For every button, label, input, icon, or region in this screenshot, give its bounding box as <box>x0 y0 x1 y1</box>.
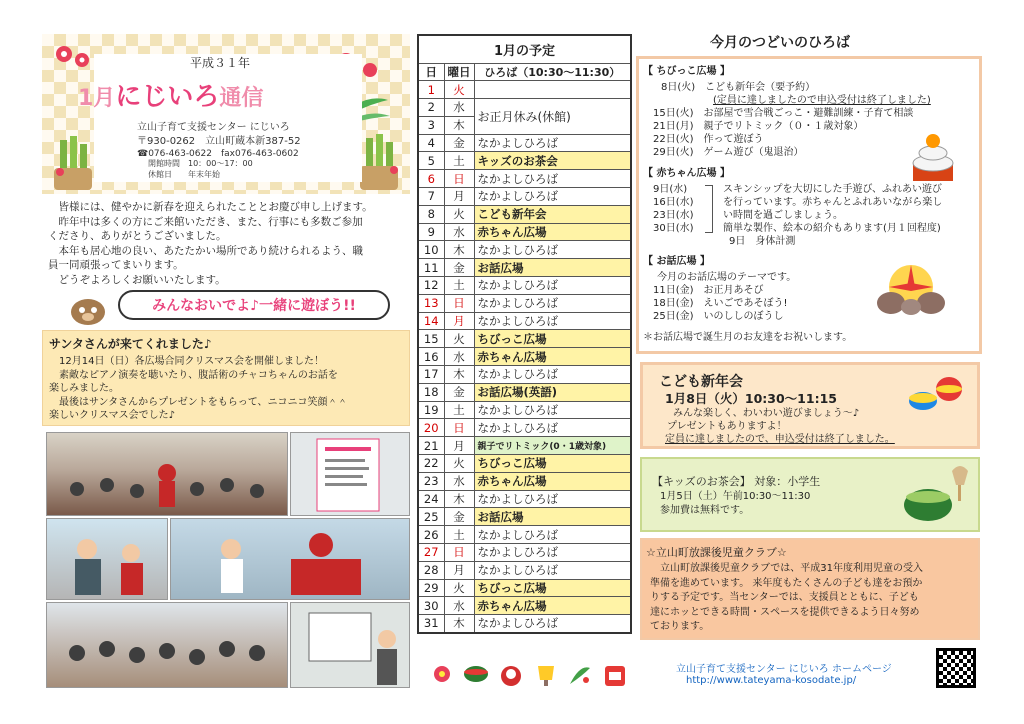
aka-line: スキンシップを大切にした手遊び、ふれあい遊び <box>723 184 943 195</box>
shishimai-icon <box>603 664 627 688</box>
schedule-weekday: 土 <box>444 526 474 544</box>
schedule-row <box>418 419 631 437</box>
aka-line: 簡単な製作、絵本の紹介もあります(月１回程度) <box>723 223 941 234</box>
schedule-table <box>417 34 632 634</box>
schedule-row <box>418 312 631 330</box>
schedule-weekday: 月 <box>444 561 474 579</box>
schedule-row <box>418 526 631 544</box>
tea-title: 【キッズのお茶会】 対象：小学生 <box>652 475 821 488</box>
schedule-row <box>418 330 631 348</box>
santa-text <box>49 355 407 423</box>
chibikko-item: 21日(月) 親子でリトミック（０・１歳対象） <box>653 121 864 132</box>
kodomo-when: 1月8日（火）10:30～11:15 <box>665 391 837 406</box>
schedule-weekday: 水 <box>444 348 474 366</box>
greeting-line: どうぞよろしくお願いいたします。 <box>48 273 226 286</box>
schedule-event: ちびっこ広場 <box>474 330 631 348</box>
aka-date: 23日(水) <box>653 210 694 221</box>
ohanashi-item: 18日(金) えいごであそぼう! <box>653 298 788 309</box>
schedule-row <box>418 401 631 419</box>
schedule-event: お話広場 <box>474 508 631 526</box>
schedule-weekday: 土 <box>444 152 474 170</box>
kodomo-line: プレゼントもありますよ！ <box>667 421 787 432</box>
schedule-weekday: 月 <box>444 188 474 206</box>
schedule-event: 親子でリトミック(0・1歳対象) <box>474 437 631 455</box>
footer-decorations <box>432 664 627 688</box>
puppet-show-photo <box>290 602 410 688</box>
title-suffix: 通信 <box>219 86 264 111</box>
schedule-weekday: 日 <box>444 294 474 312</box>
schedule-day: 22 <box>418 455 444 473</box>
schedule-weekday: 木 <box>444 116 474 134</box>
chibikko-heading: 【 ちびっこ広場 】 <box>643 66 730 77</box>
schedule-event: 赤ちゃん広場 <box>474 223 631 241</box>
schedule-row <box>418 205 631 223</box>
schedule-day: 2 <box>418 99 444 117</box>
schedule-event: 赤ちゃん広場 <box>474 597 631 615</box>
club-text <box>650 562 978 635</box>
schedule-event: なかよしひろば <box>474 170 631 188</box>
santa-report <box>42 330 410 426</box>
schedule-row <box>418 366 631 384</box>
schedule-weekday: 火 <box>444 579 474 597</box>
schedule-event: なかよしひろば <box>474 401 631 419</box>
ume-blossom-icon <box>432 664 452 684</box>
schedule-weekday: 火 <box>444 81 474 99</box>
schedule-event: なかよしひろば <box>474 241 631 259</box>
schedule-weekday: 水 <box>444 597 474 615</box>
schedule-day: 6 <box>418 170 444 188</box>
schedule-weekday: 日 <box>444 544 474 562</box>
schedule-row <box>418 561 631 579</box>
center-name: 立山子育て支援センター にじいろ <box>137 122 290 133</box>
ohanashi-list <box>653 271 796 323</box>
col-header-day: 日 <box>418 63 444 81</box>
title-main: にじいろ <box>115 82 220 112</box>
boar-family-icon <box>871 263 951 317</box>
schedule-day: 8 <box>418 205 444 223</box>
tsudoi-box <box>636 56 982 354</box>
group-photo <box>46 432 288 516</box>
schedule-weekday: 金 <box>444 508 474 526</box>
issue-year: 平成３１年 <box>190 56 251 70</box>
aka-date: 16日(水) <box>653 197 694 208</box>
schedule-day: 29 <box>418 579 444 597</box>
schedule-row <box>418 99 631 117</box>
schedule-day: 15 <box>418 330 444 348</box>
schedule-row <box>418 81 631 99</box>
battledore-icon <box>534 664 558 686</box>
ohanashi-item: 25日(金) いのししのぼうし <box>653 311 784 322</box>
schedule-weekday: 土 <box>444 401 474 419</box>
schedule-event: なかよしひろば <box>474 277 631 295</box>
greeting-line: 員一同頑張ってまいります。 <box>48 259 184 271</box>
schedule-weekday: 水 <box>444 99 474 117</box>
schedule-row <box>418 437 631 455</box>
schedule-day: 27 <box>418 544 444 562</box>
tsudoi-title: 今月のつどいのひろば <box>710 35 850 51</box>
schedule-event: お話広場 <box>474 259 631 277</box>
schedule-day: 25 <box>418 508 444 526</box>
schedule-row <box>418 259 631 277</box>
santa-line: 最後はサンタさんからプレゼントをもらって、ニコニコ笑顔＾＾ <box>49 396 348 408</box>
schedule-day: 7 <box>418 188 444 206</box>
schedule-event: お話広場(英語) <box>474 383 631 401</box>
schedule-row <box>418 134 631 152</box>
santa-line: 楽しいクリスマス会でした♪ <box>49 410 175 421</box>
tea-party-box <box>640 457 980 532</box>
schedule-row <box>418 615 631 633</box>
schedule-row <box>418 188 631 206</box>
schedule-day: 26 <box>418 526 444 544</box>
santa-line: 素敵なピアノ演奏を聴いたり、腹話術のチャコちゃんのお話を <box>49 369 338 381</box>
schedule-event <box>474 81 631 99</box>
aka-date: 9日(水) <box>653 184 688 195</box>
schedule-day: 3 <box>418 116 444 134</box>
homepage-label: 立山子育て支援センター にじいろ ホームページ <box>676 664 892 675</box>
schedule-weekday: 日 <box>444 419 474 437</box>
kadomatsu-icon <box>48 134 98 192</box>
schedule-row <box>418 508 631 526</box>
schedule-row <box>418 294 631 312</box>
schedule-day: 23 <box>418 472 444 490</box>
schedule-day: 11 <box>418 259 444 277</box>
bamboo-leaf-icon <box>568 664 592 686</box>
newsletter-title <box>78 76 263 113</box>
schedule-row <box>418 277 631 295</box>
schedule-row <box>418 455 631 473</box>
qr-code-icon[interactable] <box>936 648 976 688</box>
schedule-weekday: 金 <box>444 259 474 277</box>
kodomo-event-box <box>640 362 980 449</box>
schedule-event: キッズのお茶会 <box>474 152 631 170</box>
aka-date: 30日(水) <box>653 223 694 234</box>
schedule-event: なかよしひろば <box>474 312 631 330</box>
aka-text <box>723 183 981 248</box>
schedule-weekday: 土 <box>444 277 474 295</box>
schedule-event: なかよしひろば <box>474 419 631 437</box>
schedule-row <box>418 223 631 241</box>
aka-line: い時間を過ごしましょう。 <box>723 210 843 221</box>
tea-when: 1月5日（土）午前10:30～11:30 <box>660 491 811 502</box>
schedule-day: 10 <box>418 241 444 259</box>
schedule-day: 13 <box>418 294 444 312</box>
schedule-day: 31 <box>418 615 444 633</box>
schedule-row <box>418 490 631 508</box>
schedule-event: なかよしひろば <box>474 294 631 312</box>
schedule-weekday: 月 <box>444 437 474 455</box>
chibikko-item: 29日(火) ゲーム遊び（鬼退治） <box>653 147 804 158</box>
aka-line: 9日 身体計測 <box>729 236 796 247</box>
greeting-line: くださり、ありがとうございました。 <box>48 230 227 242</box>
schedule-event: なかよしひろば <box>474 188 631 206</box>
schedule-event: お正月休み(休館) <box>474 99 631 135</box>
schedule-event: ちびっこ広場 <box>474 455 631 473</box>
schedule-day: 5 <box>418 152 444 170</box>
schedule-event: なかよしひろば <box>474 561 631 579</box>
ume-blossom-icon <box>52 42 92 72</box>
chibikko-item: 15日(火) お部屋で雪合戦ごっこ・避難訓練・子育て相談 <box>653 108 914 119</box>
schedule-row <box>418 597 631 615</box>
schedule-day: 14 <box>418 312 444 330</box>
matcha-bowl-icon <box>902 465 972 527</box>
chibikko-item: (定員に達しましたので申込受付は終了しました) <box>713 95 931 106</box>
schedule-day: 12 <box>418 277 444 295</box>
schedule-event: なかよしひろば <box>474 490 631 508</box>
club-line: ております。 <box>650 621 710 632</box>
schedule-event: なかよしひろば <box>474 526 631 544</box>
schedule-day: 4 <box>418 134 444 152</box>
schedule-weekday: 月 <box>444 312 474 330</box>
santa-line: 楽しみました。 <box>49 383 119 394</box>
program-card-photo <box>290 432 410 516</box>
kodomo-line: みんな楽しく、わいわい遊びましょう～♪ <box>673 408 860 419</box>
homepage-url[interactable]: http://www.tateyama-kosodate.jp/ <box>686 675 857 686</box>
schedule-weekday: 木 <box>444 615 474 633</box>
greeting-line: 昨年中は多くの方にご来館いただき、また、行事にも多数ご参加 <box>48 215 363 228</box>
club-line: 立山町放課後児童クラブでは、平成31年度利用児童の受入 <box>650 563 924 574</box>
schedule-weekday: 木 <box>444 366 474 384</box>
child-santa-photo <box>46 518 168 600</box>
schedule-weekday: 木 <box>444 241 474 259</box>
schedule-day: 1 <box>418 81 444 99</box>
schedule-weekday: 日 <box>444 170 474 188</box>
schedule-day: 20 <box>418 419 444 437</box>
schedule-day: 28 <box>418 561 444 579</box>
schedule-event: なかよしひろば <box>474 134 631 152</box>
schedule-day: 30 <box>418 597 444 615</box>
date-bracket <box>705 185 713 233</box>
aka-dates <box>653 183 694 235</box>
center-address: 〒930-0262 立山町蔵本新387-52 <box>137 136 301 147</box>
ohanashi-note: ＊お話広場で誕生月のお友達をお祝いします。 <box>643 332 853 343</box>
schedule-day: 19 <box>418 401 444 419</box>
greeting-text <box>48 200 412 287</box>
schedule-event: ちびっこ広場 <box>474 579 631 597</box>
schedule-event: なかよしひろば <box>474 366 631 384</box>
boar-mascot-icon <box>68 292 108 326</box>
greeting-line: 本年も居心地の良い、あたたかい場所であり続けられるよう、職 <box>48 244 363 257</box>
schedule-day: 9 <box>418 223 444 241</box>
schedule-day: 24 <box>418 490 444 508</box>
koma-top-icon <box>463 664 489 684</box>
schedule-weekday: 金 <box>444 134 474 152</box>
santa-title: サンタさんが来てくれました♪ <box>49 337 212 351</box>
aka-line: を行っています。赤ちゃんとふれあいながら楽し <box>723 197 943 208</box>
title-month: 1月 <box>78 86 116 111</box>
schedule-day: 21 <box>418 437 444 455</box>
club-line: 達にホッとできる時間・スペースを提供できるよう日々努め <box>650 606 920 618</box>
schedule-row <box>418 241 631 259</box>
audience-photo <box>46 602 288 688</box>
col-header-event: ひろば（10:30～11:30） <box>474 63 631 81</box>
chibikko-item: 22日(火) 作って遊ぼう <box>653 134 764 145</box>
club-line: 準備を進めています。 来年度もたくさんの子ども達をお預か <box>650 577 923 589</box>
chibikko-item: 8日(火) こども新年会（要予約） <box>661 82 816 93</box>
schedule-event: 赤ちゃん広場 <box>474 472 631 490</box>
present-photo <box>170 518 410 600</box>
center-tel: ☎076-463-0622 fax076-463-0602 <box>137 149 299 159</box>
santa-line: 12月14日（日）各広場合同クリスマス会を開催しました！ <box>49 356 325 367</box>
schedule-row <box>418 348 631 366</box>
schedule-title: 1月の予定 <box>418 35 631 63</box>
schedule-weekday: 水 <box>444 223 474 241</box>
col-header-weekday: 曜日 <box>444 63 474 81</box>
schedule-weekday: 火 <box>444 455 474 473</box>
center-closed: 休館日 年末年始 <box>148 170 220 179</box>
tea-fee: 参加費は無料です。 <box>660 505 750 516</box>
kodomo-title: こども新年会 <box>659 374 743 390</box>
schedule-weekday: 火 <box>444 205 474 223</box>
aka-heading: 【 赤ちゃん広場 】 <box>643 168 730 179</box>
daruma-icon <box>499 664 523 686</box>
schedule-row <box>418 544 631 562</box>
schedule-weekday: 木 <box>444 490 474 508</box>
schedule-day: 18 <box>418 383 444 401</box>
kodomo-closed-notice: 定員に達しましたので、申込受付は終了しました。 <box>665 434 895 445</box>
schedule-day: 17 <box>418 366 444 384</box>
schedule-weekday: 火 <box>444 330 474 348</box>
slogan-bubble: みんなおいでよ♪一緒に遊ぼう!! <box>118 290 390 320</box>
schedule-row <box>418 383 631 401</box>
schedule-weekday: 金 <box>444 383 474 401</box>
schedule-row <box>418 170 631 188</box>
koma-top-icon <box>905 371 969 419</box>
schedule-event: なかよしひろば <box>474 544 631 562</box>
schedule-row <box>418 152 631 170</box>
schedule-row <box>418 472 631 490</box>
ohanashi-item: 今月のお話広場のテーマです。 <box>657 272 797 283</box>
schedule-event: なかよしひろば <box>474 615 631 633</box>
schedule-day: 16 <box>418 348 444 366</box>
ohanashi-heading: 【 お話広場 】 <box>643 256 710 267</box>
schedule-row <box>418 579 631 597</box>
after-school-club-box <box>640 538 980 640</box>
center-hours: 開館時間 10：00～17：00 <box>148 159 253 168</box>
schedule-event: こども新年会 <box>474 205 631 223</box>
kagami-mochi-icon <box>907 129 959 183</box>
club-line: りする予定です。当センターでは、支援員とともに、子ども <box>650 592 919 603</box>
schedule-weekday: 水 <box>444 472 474 490</box>
schedule-event: 赤ちゃん広場 <box>474 348 631 366</box>
club-title: ☆立山町放課後児童クラブ☆ <box>646 546 787 559</box>
greeting-line: 皆様には、健やかに新春を迎えられたこととお慶び申し上げます。 <box>48 201 373 213</box>
chibikko-list <box>653 81 931 159</box>
ohanashi-item: 11日(金) お正月あそび <box>653 285 764 296</box>
